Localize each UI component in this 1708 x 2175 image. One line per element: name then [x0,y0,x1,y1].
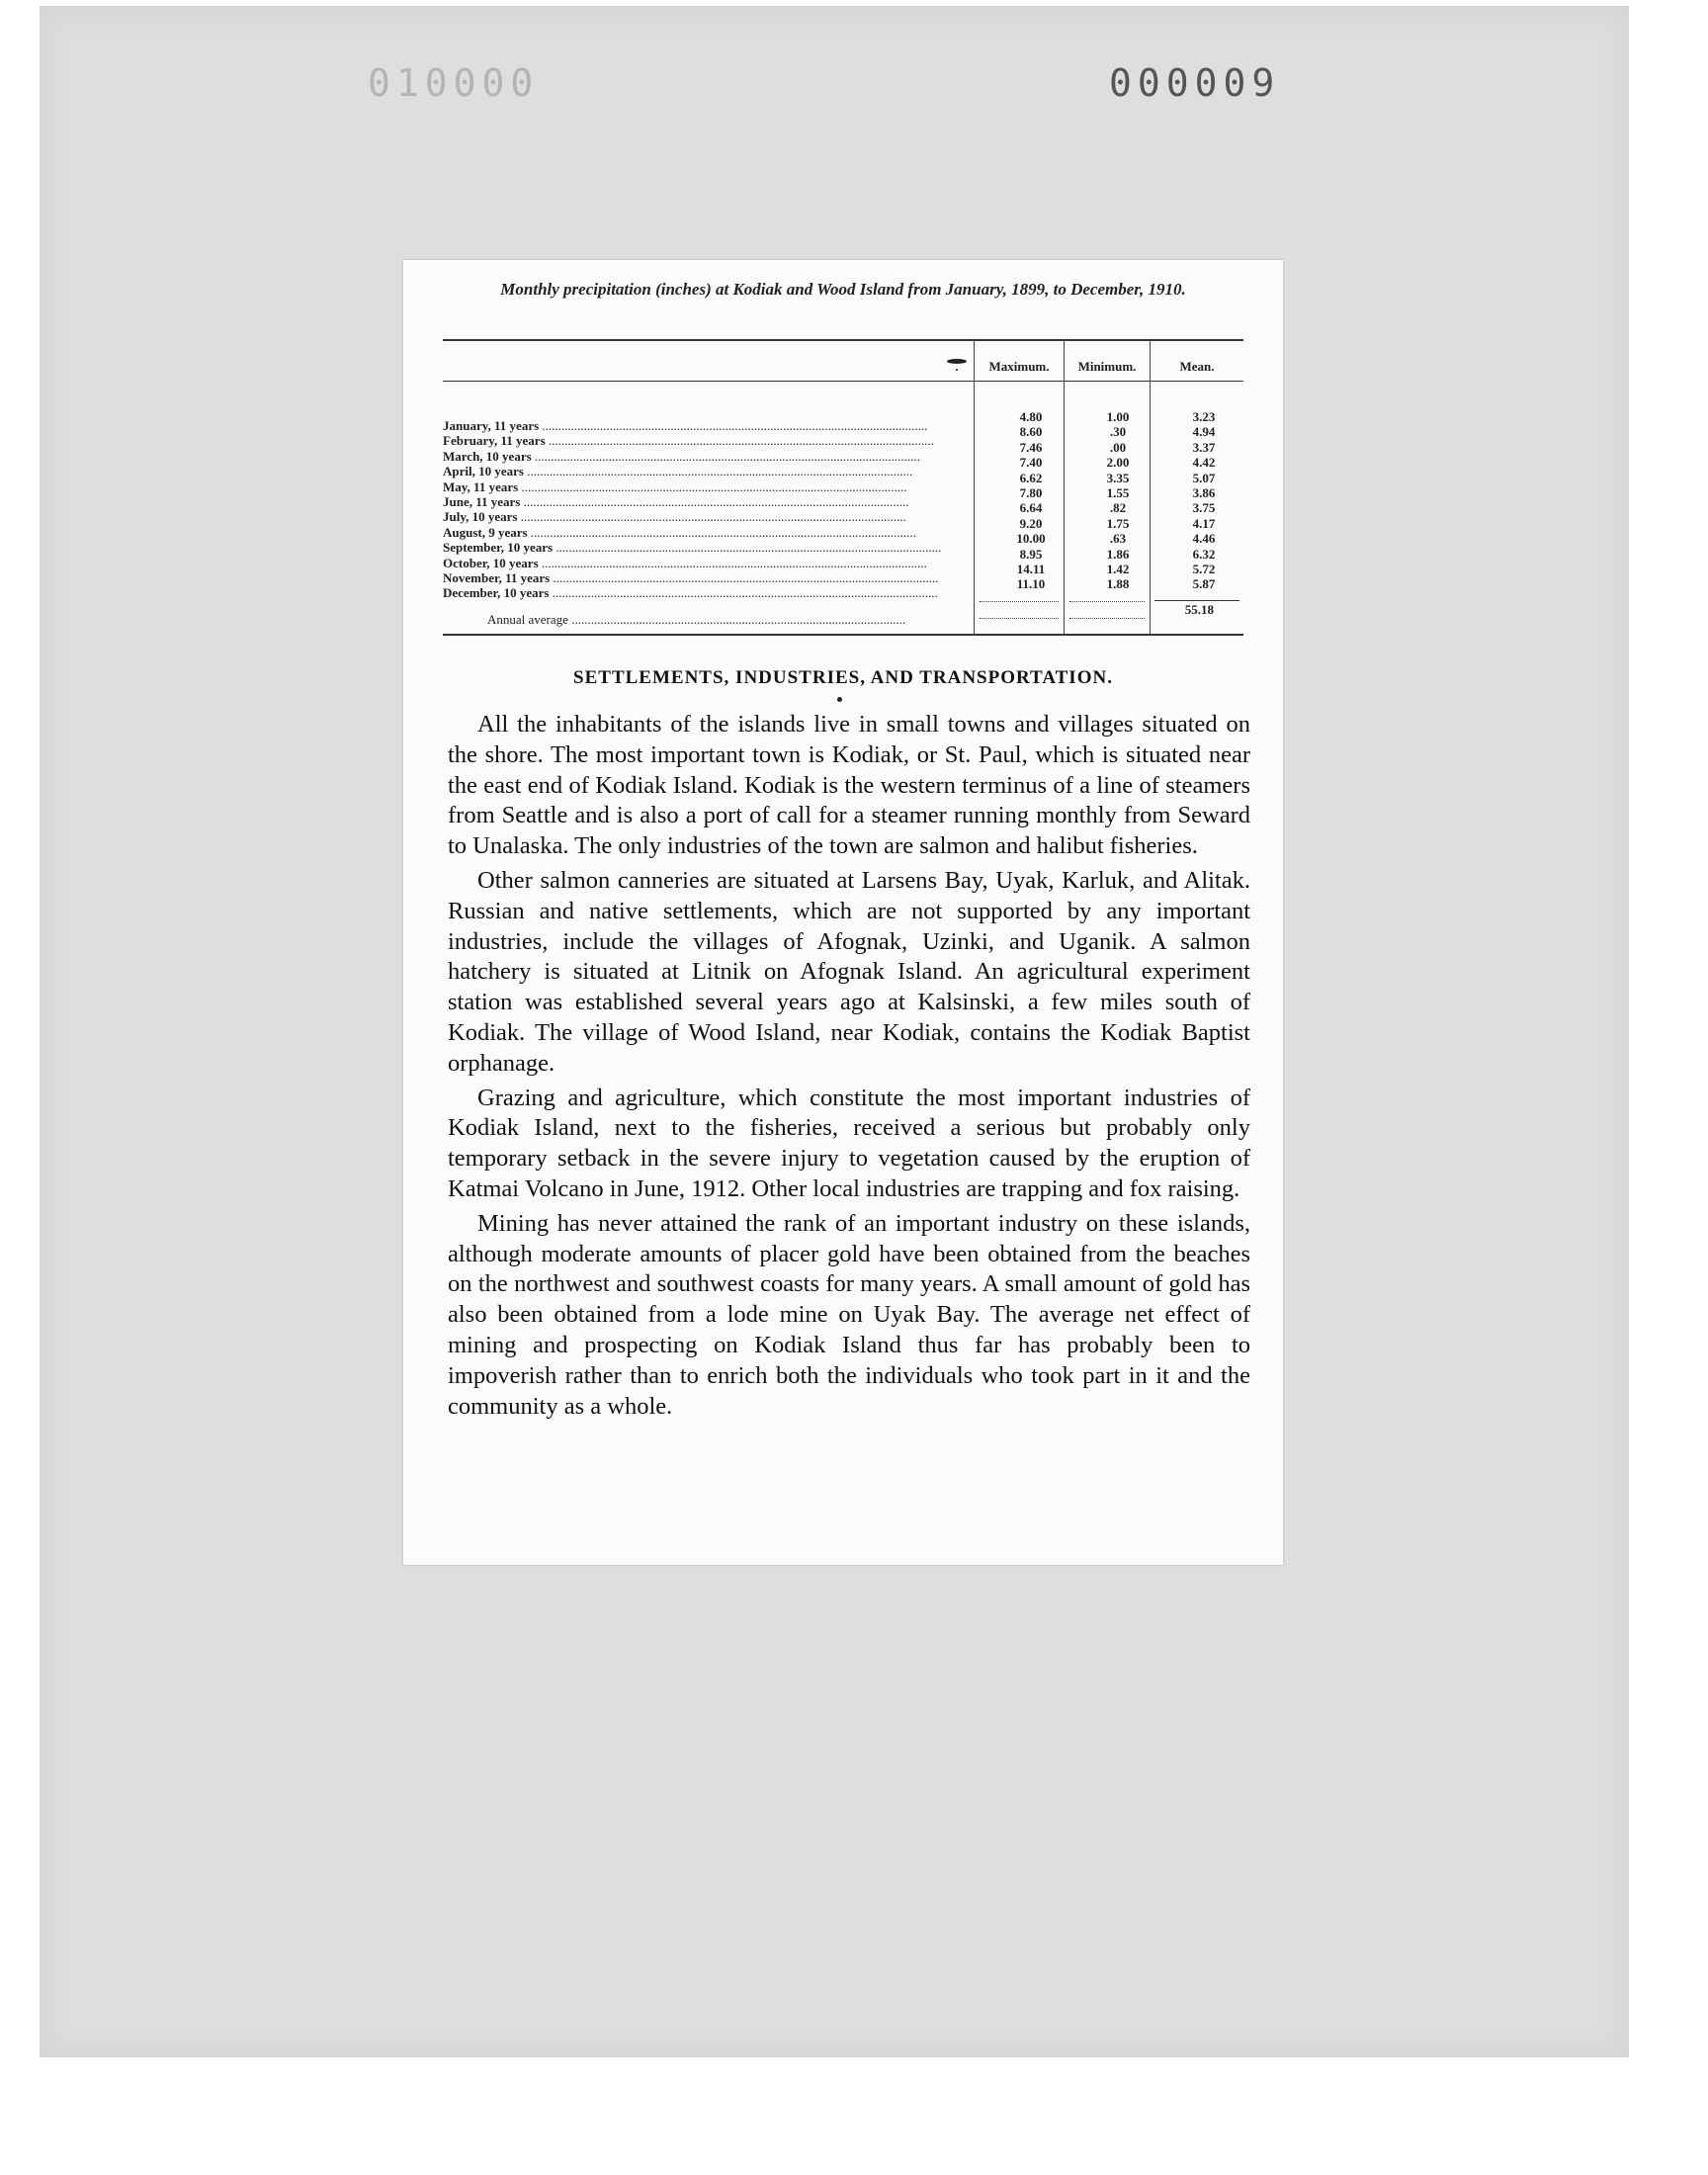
minimum-cell: 2.00 [1106,455,1130,471]
annual-average-label: Annual average ..... [487,612,970,628]
row-label: May, 11 years ..... [443,479,967,494]
paragraph: Mining has never attained the rank of an important industry on these islands, although moderate amounts of placer gold have been obtained from the beaches on the northwest and southwest coasts for many years. A small amount of gold has also been obtained from a lode mine on Uyak Bay. The average net effect of mining and prospecting on Kodiak Island thus far has probably been to impoverish rather than to enrich both the individuals who took part in it and the community as a whole. [448,1209,1250,1420]
mean-cell: 3.37 [1192,439,1216,455]
header-marker: . [947,359,967,364]
mean-cell: 5.87 [1192,576,1216,592]
column-header-minimum: Minimum. [1077,359,1137,374]
maximum-cell: 14.11 [1016,562,1046,577]
row-label: October, 10 years ..... [443,556,967,570]
heading-dot [837,697,842,702]
mean-cell: 5.72 [1192,562,1216,577]
minimum-cell: 1.75 [1106,515,1130,531]
mean-cell: 4.94 [1192,424,1216,440]
annual-maximum-blank [980,601,1059,619]
minimum-cell: .82 [1109,500,1127,516]
maximum-cell: 6.64 [1019,500,1043,516]
table-title: Monthly precipitation (inches) at Kodiak and Wood Island from January, 1899, to December, 1910. [500,280,1186,299]
annual-mean-rule [1154,600,1239,601]
minimum-cell: 1.00 [1106,409,1130,424]
table-header-rule [443,381,1243,382]
maximum-cell: 7.40 [1019,455,1043,471]
row-label: January, 11 years ..... [443,418,967,433]
month-labels [443,418,967,601]
section-heading: SETTLEMENTS, INDUSTRIES, AND TRANSPORTATION. [573,667,1113,688]
mean-cell: 3.75 [1192,500,1216,516]
minimum-cell: .30 [1109,424,1127,440]
mean-cell: 4.42 [1192,455,1216,471]
table-bottom-rule [443,634,1243,636]
maximum-cell: 9.20 [1019,515,1043,531]
row-label: March, 10 years ..... [443,449,967,464]
row-label: December, 10 years ..... [443,585,967,600]
row-label: February, 11 years ..... [443,433,967,448]
minimum-cell: 1.86 [1106,546,1130,562]
row-label: July, 10 years ..... [443,509,967,524]
row-label: September, 10 years ..... [443,540,967,555]
mean-cell: 4.46 [1192,531,1216,547]
mean-cell: 5.07 [1192,470,1216,485]
column-header-mean: Mean. [1179,359,1215,374]
minimum-values [1083,409,1153,592]
mean-cell: 3.86 [1192,485,1216,501]
maximum-cell: 4.80 [1019,409,1043,424]
frame-number-left: 010000 [368,61,540,105]
row-label: April, 10 years ..... [443,464,967,478]
paragraph: Grazing and agriculture, which constitute the most important industries of Kodiak Island, next to the fisheries, received a serious but probably only temporary setback in the severe injury to vegetation caused by the eruption of Katmai Volcano in June, 1912. Other local industries are trapping and fox raising. [448,1084,1250,1202]
minimum-cell: 1.42 [1106,562,1130,577]
maximum-cell: 6.62 [1019,470,1043,485]
mean-cell: 4.17 [1192,515,1216,531]
column-divider-1 [974,339,975,634]
maximum-cell: 8.95 [1019,546,1043,562]
mean-values [1166,409,1241,592]
maximum-cell: 11.10 [1016,576,1046,592]
maximum-cell: 8.60 [1019,424,1043,440]
table-top-rule [443,339,1243,341]
column-header-maximum: Maximum. [988,359,1050,374]
row-label: June, 11 years ..... [443,494,967,509]
minimum-cell: 3.35 [1106,470,1130,485]
document-clipping [403,260,1283,1565]
mean-cell: 6.32 [1192,546,1216,562]
maximum-values [996,409,1066,592]
row-label: August, 9 years ..... [443,525,967,540]
minimum-cell: 1.88 [1106,576,1130,592]
mean-cell: 3.23 [1192,409,1216,424]
maximum-cell: 10.00 [1016,531,1046,547]
paragraph: All the inhabitants of the islands live in small towns and villages situated on the shore. The most important town is Kodiak, or St. Paul, which is situated near the east end of Kodiak Island. Kodiak is the western terminus of a line of steamers from Seattle and is also a port of call for a steamer running monthly from Seward to Unalaska. The only industries of the town are salmon and halibut fisheries. [448,711,1250,860]
row-label: November, 11 years ..... [443,570,967,585]
minimum-cell: .00 [1109,439,1127,455]
maximum-cell: 7.46 [1019,439,1043,455]
body-text [448,710,1250,1426]
maximum-cell: 7.80 [1019,485,1043,501]
annual-minimum-blank [1069,601,1145,619]
annual-average-mean: 55.18 [1184,602,1214,617]
paragraph: Other salmon canneries are situated at Larsens Bay, Uyak, Karluk, and Alitak. Russian and native settlements, which are not supported by any important industries, include the villages of Afognak, Uzinki, and Uganik. A salmon hatchery is situated at Litnik on Afognak Island. An agricultural experiment station was established several years ago at Kalsinski, a few miles south of Kodiak. The village of Wood Island, near Kodiak, contains the Kodiak Baptist orphanage. [448,866,1250,1077]
minimum-cell: .63 [1109,531,1127,547]
frame-number-right: 000009 [1109,61,1281,105]
minimum-cell: 1.55 [1106,485,1130,501]
